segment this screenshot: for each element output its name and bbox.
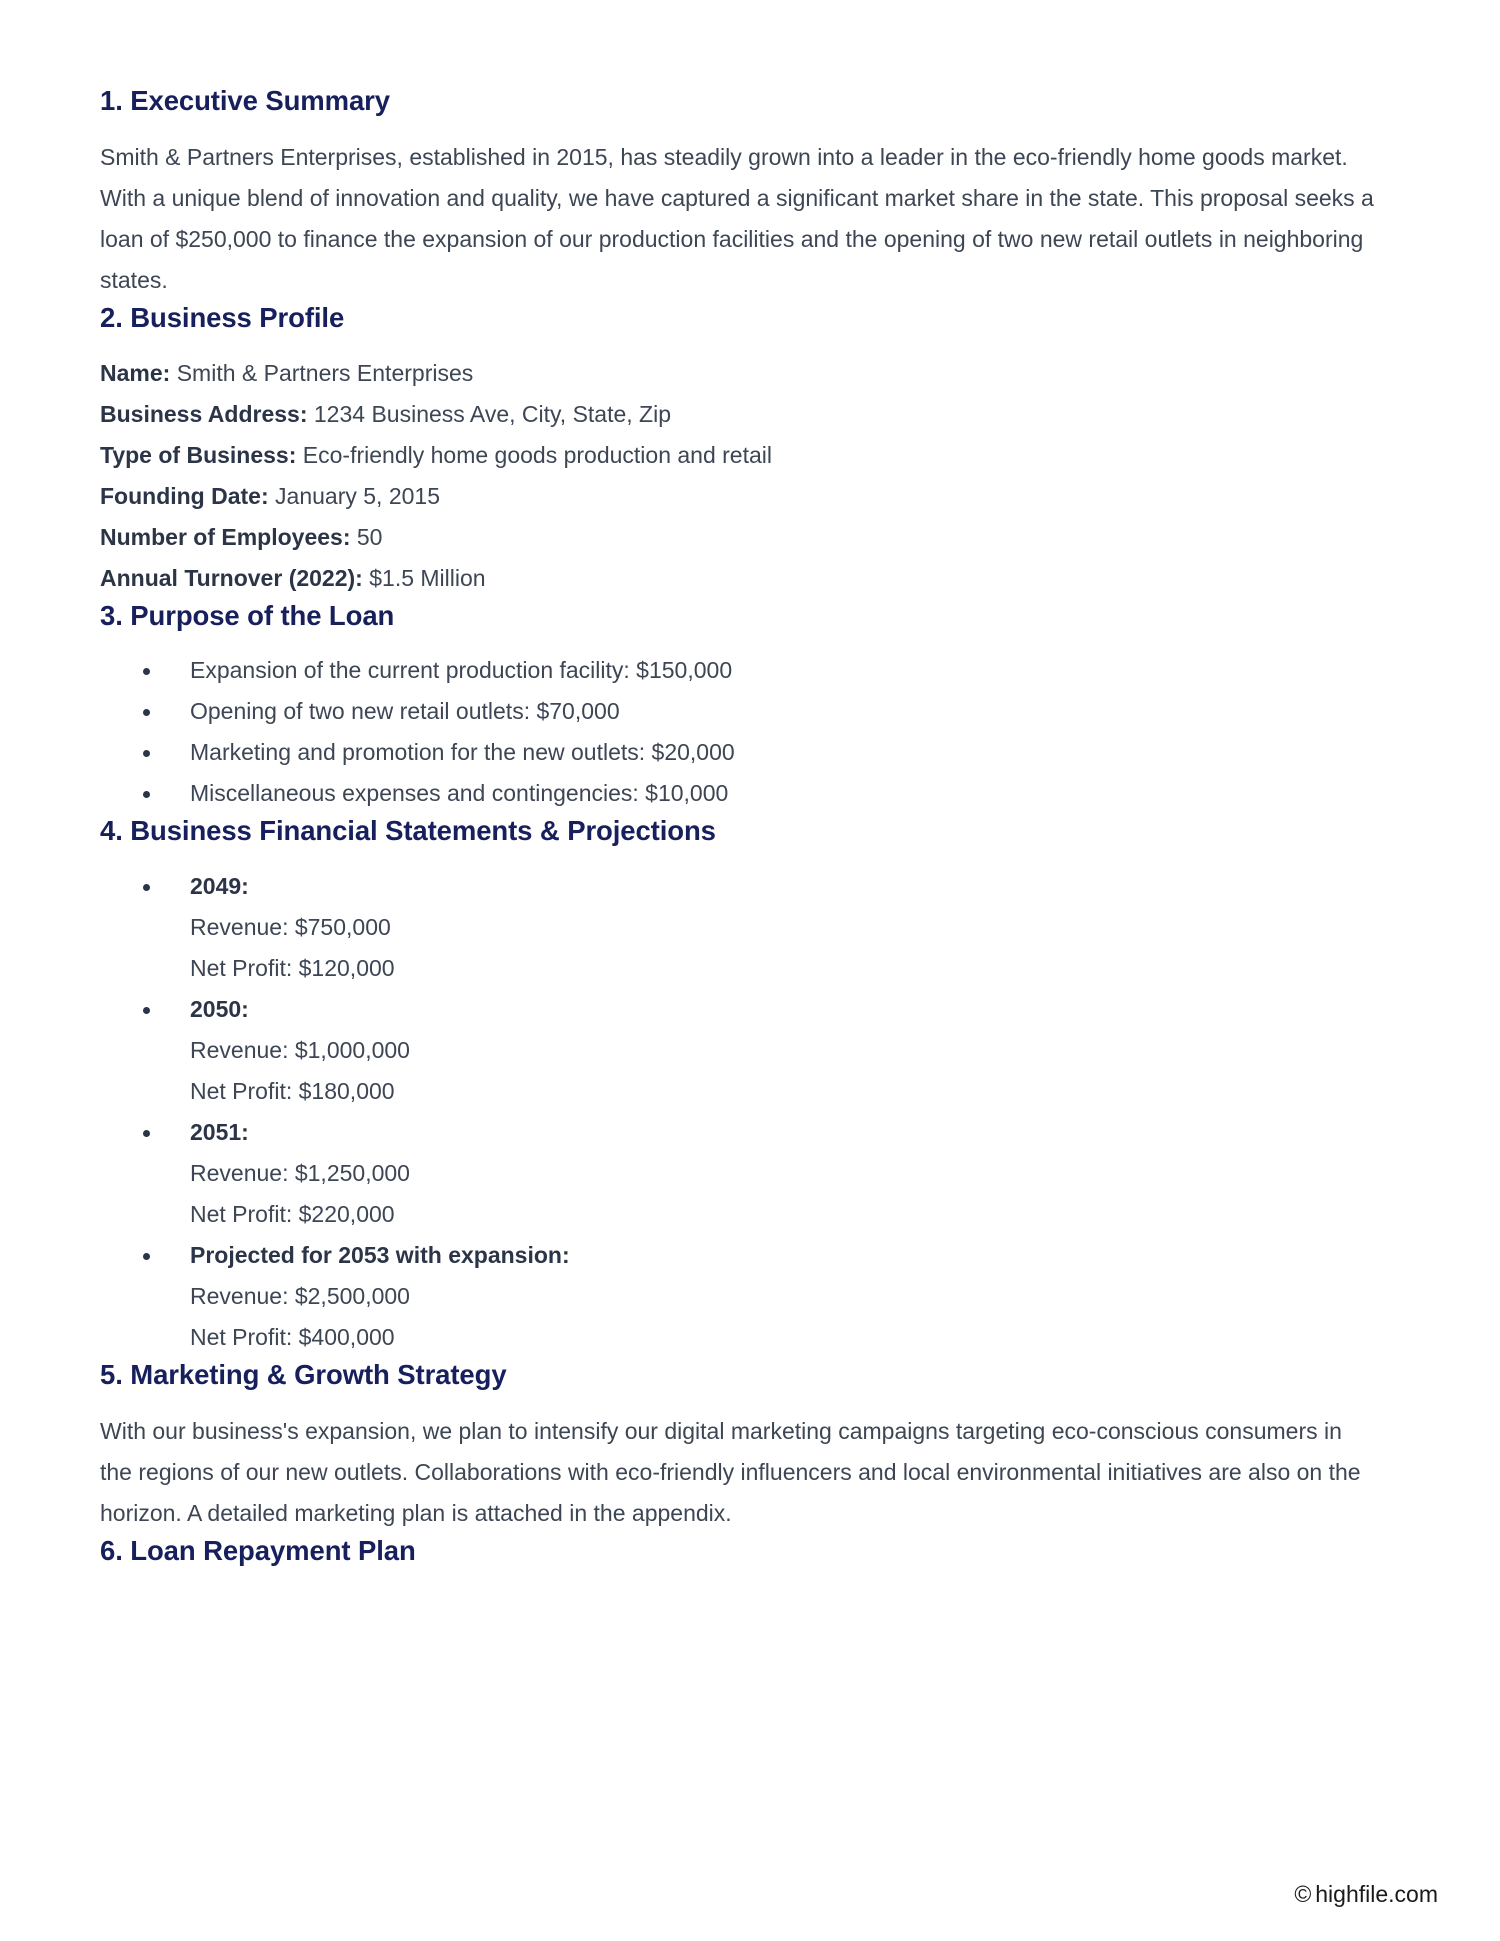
financial-projection-list (100, 866, 1400, 1358)
section-heading-executive-summary: 1. Executive Summary (100, 85, 390, 116)
profile-field-value: 1234 Business Ave, City, State, Zip (313, 400, 672, 427)
profile-field-label: Number of Employees: (100, 523, 351, 550)
list-item-label: Miscellaneous expenses and contingencies: $10,000 (190, 780, 729, 807)
business-profile-field-list (100, 353, 1400, 599)
footer-watermark (1294, 1881, 1438, 1908)
document-body (100, 84, 1400, 1568)
financial-net-profit-value: Net Profit: $180,000 (190, 1077, 395, 1104)
section-heading-marketing-growth-strategy: 5. Marketing & Growth Strategy (100, 1358, 507, 1390)
profile-field-value: January 5, 2015 (275, 482, 440, 509)
financial-projection-label: Projected for 2053 with expansion: (190, 1241, 570, 1268)
profile-field-business-address (100, 394, 1400, 435)
financial-net-profit-value: Net Profit: $220,000 (190, 1200, 395, 1227)
purpose-of-loan-bullet-list (100, 650, 1400, 814)
financial-year-label: 2050: (190, 995, 249, 1022)
list-item-label: Expansion of the current production facility: $150,000 (190, 657, 733, 684)
list-item (100, 650, 1400, 691)
bullet-dot-icon (143, 884, 150, 891)
financial-net-profit-value: Net Profit: $120,000 (190, 954, 395, 981)
profile-field-number-of-employees (100, 517, 1400, 558)
financial-revenue-value: Revenue: $2,500,000 (190, 1282, 410, 1309)
profile-field-type-of-business (100, 435, 1400, 476)
list-item (100, 866, 1400, 989)
profile-field-annual-turnover (100, 558, 1400, 599)
bullet-dot-icon (143, 1253, 150, 1260)
profile-field-label: Annual Turnover (2022): (100, 564, 363, 591)
marketing-growth-strategy-paragraph: With our business's expansion, we plan to intensify our digital marketing campaigns targeting eco-conscious consumers in the regions of our new outlets. Collaborations with eco-friendly influencers and local environmental initiatives are also on the horizon. A detailed marketing plan is attached in the appendix. (100, 1417, 1361, 1526)
copyright-icon: © (1294, 1881, 1312, 1907)
section-heading-business-profile: 2. Business Profile (100, 302, 345, 334)
profile-field-label: Name: (100, 359, 171, 386)
list-item-label: Opening of two new retail outlets: $70,000 (190, 698, 620, 725)
section-heading-purpose-of-the-loan: 3. Purpose of the Loan (100, 599, 395, 631)
bullet-dot-icon (143, 709, 150, 716)
section-heading-financial-statements-projections: 4. Business Financial Statements & Projections (100, 815, 716, 847)
profile-field-founding-date (100, 476, 1400, 517)
list-item (100, 773, 1400, 814)
financial-net-profit-value: Net Profit: $400,000 (190, 1323, 395, 1350)
section-heading-loan-repayment-plan: 6. Loan Repayment Plan (100, 1534, 416, 1566)
financial-revenue-value: Revenue: $1,250,000 (190, 1159, 410, 1186)
financial-year-label: 2049: (190, 872, 249, 899)
list-item (100, 691, 1400, 732)
profile-field-value: $1.5 Million (369, 564, 486, 591)
list-item (100, 732, 1400, 773)
list-item (100, 989, 1400, 1112)
list-item-label: Marketing and promotion for the new outlets: $20,000 (190, 739, 735, 766)
executive-summary-paragraph: Smith & Partners Enterprises, established in 2015, has steadily grown into a leader in the eco-friendly home goods market. With a unique blend of innovation and quality, we have captured a significant market share in the state. This proposal seeks a loan of $250,000 to finance the expansion of our production facilities and the opening of two new retail outlets in neighboring states. (100, 144, 1374, 294)
bullet-dot-icon (143, 1130, 150, 1137)
footer-site-label: highfile.com (1315, 1881, 1438, 1907)
bullet-dot-icon (143, 668, 150, 675)
list-item (100, 1235, 1400, 1358)
financial-revenue-value: Revenue: $1,000,000 (190, 1036, 410, 1063)
bullet-dot-icon (143, 791, 150, 798)
financial-year-label: 2051: (190, 1118, 249, 1145)
list-item (100, 1112, 1400, 1235)
profile-field-value: Smith & Partners Enterprises (176, 359, 474, 386)
profile-field-value: Eco-friendly home goods production and retail (302, 441, 773, 468)
profile-field-label: Type of Business: (100, 441, 297, 468)
bullet-dot-icon (143, 1007, 150, 1014)
profile-field-value: 50 (356, 523, 383, 550)
profile-field-label: Founding Date: (100, 482, 269, 509)
profile-field-label: Business Address: (100, 400, 308, 427)
profile-field-name (100, 353, 1400, 394)
bullet-dot-icon (143, 750, 150, 757)
financial-revenue-value: Revenue: $750,000 (190, 913, 391, 940)
